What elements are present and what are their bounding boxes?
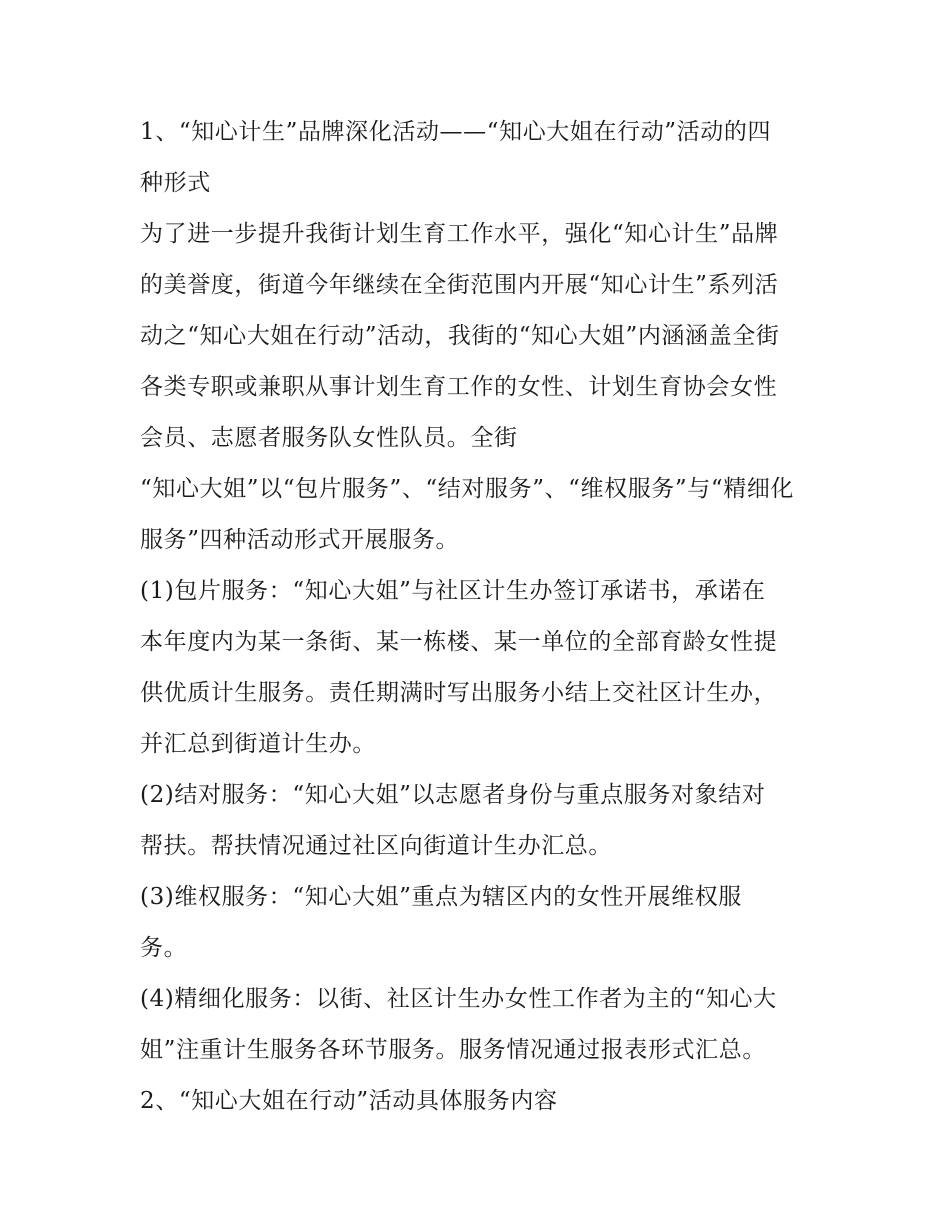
text-line: 会员、志愿者服务队女性队员。全街 (140, 425, 518, 451)
item-2-line: (2)结对服务：“知心大姐”以志愿者身份与重点服务对象结对 (140, 782, 766, 808)
item-1-line: 供优质计生服务。责任期满时写出服务小结上交社区计生办， (140, 680, 778, 706)
text-line: 动之“知心大姐在行动”活动，我街的“知心大姐”内涵涵盖全街 (140, 323, 780, 349)
item-1-line: (1)包片服务：“知心大姐”与社区计生办签订承诺书，承诺在 (140, 578, 766, 604)
text-line: 的美誉度，街道今年继续在全街范围内开展“知心计生”系列活 (140, 272, 779, 298)
heading-2: 2、“知心大姐在行动”活动具体服务内容 (140, 1088, 558, 1114)
heading-1-line-1: 1、“知心计生”品牌深化活动——“知心大姐在行动”活动的四 (140, 119, 772, 145)
text-line: 各类专职或兼职从事计划生育工作的女性、计划生育协会女性 (140, 374, 778, 400)
item-4-line: (4)精细化服务：以街、社区计生办女性工作者为主的“知心大 (140, 986, 777, 1012)
document-body (140, 107, 820, 1127)
item-3-line: (3)维权服务：“知心大姐”重点为辖区内的女性开展维权服 (140, 884, 742, 910)
item-1-line: 并汇总到街道计生办。 (140, 731, 376, 757)
item-4-line: 姐”注重计生服务各环节服务。服务情况通过报表形式汇总。 (140, 1037, 766, 1063)
item-1-line: 本年度内为某一条街、某一栋楼、某一单位的全部育龄女性提 (140, 629, 778, 655)
text-line: 为了进一步提升我街计划生育工作水平，强化“知心计生”品牌 (140, 221, 779, 247)
text-line: “知心大姐”以“包片服务”、“结对服务”、“维权服务”与“精细化 (140, 476, 795, 502)
item-3-line: 务。 (140, 935, 188, 961)
heading-1-line-2: 种形式 (140, 170, 211, 196)
text-line: 服务”四种活动形式开展服务。 (140, 527, 460, 553)
item-2-line: 帮扶。帮扶情况通过社区向街道计生办汇总。 (140, 833, 612, 859)
